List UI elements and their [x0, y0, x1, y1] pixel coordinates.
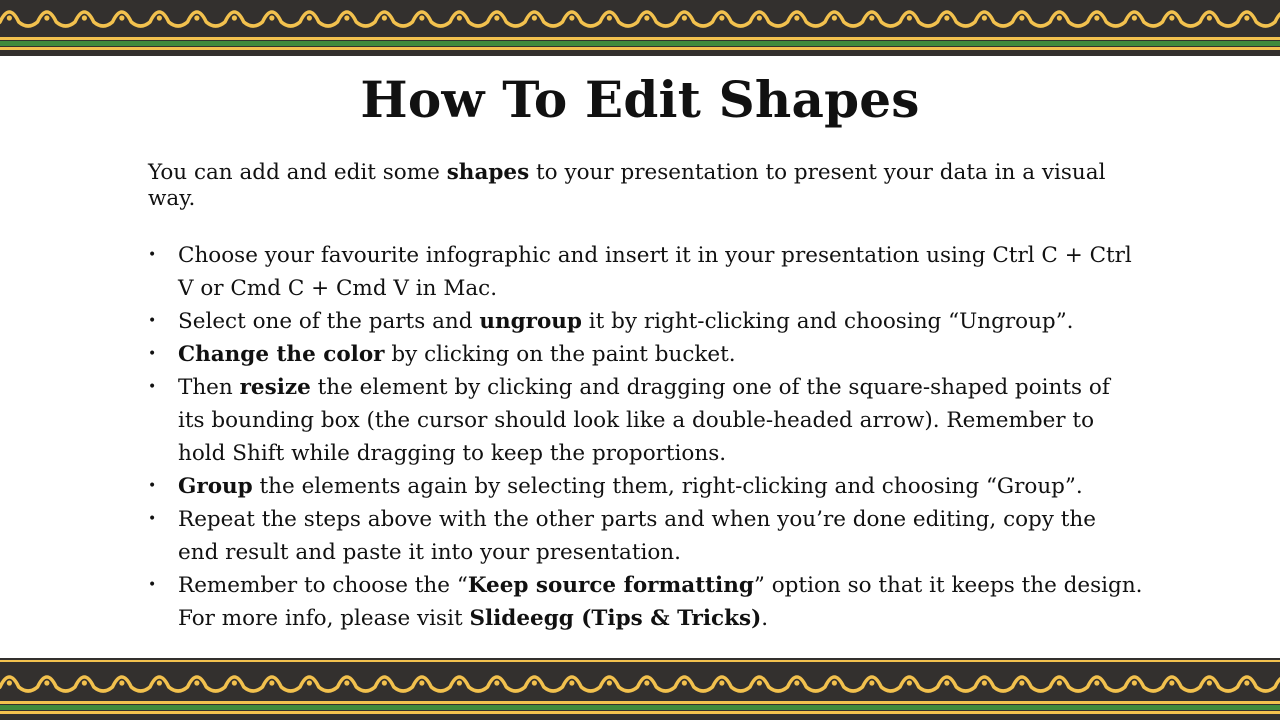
bullet-dot: • [148, 313, 157, 329]
pattern-dot [757, 680, 762, 685]
intro-paragraph [148, 160, 1138, 212]
pattern-dot [794, 680, 799, 685]
pattern-dot [1057, 680, 1062, 685]
pattern-dot [907, 15, 912, 20]
list-item-text: Choose your favourite infographic and insert it in your presentation using Ctrl C + Ctrl V or Cmd C + Cmd V in Mac. [178, 243, 1132, 301]
pattern-dot [157, 680, 162, 685]
pattern-dot [382, 680, 387, 685]
list-item-text: the elements again by selecting them, right-clicking and choosing “Group”. [252, 474, 1083, 499]
pattern-dot [344, 680, 349, 685]
pattern-dot [1207, 680, 1212, 685]
pattern-dot [7, 680, 12, 685]
pattern-dot [232, 680, 237, 685]
intro-text: You can add and edit some [148, 160, 447, 185]
pattern-dot [944, 680, 949, 685]
pattern-dot [1132, 680, 1137, 685]
bold-group: Group [178, 474, 253, 499]
pattern-dot [907, 680, 912, 685]
bullet-dot: • [148, 379, 157, 395]
bullet-dot: • [148, 577, 157, 593]
pattern-dot [194, 15, 199, 20]
pattern-dot [307, 680, 312, 685]
pattern-dot [869, 680, 874, 685]
bold-change-the-color: Change the color [178, 342, 385, 367]
pattern-dot [1244, 680, 1249, 685]
list-item-text: Then [178, 375, 240, 400]
pattern-dot [682, 680, 687, 685]
pattern-dot [82, 680, 87, 685]
list-item [148, 305, 1143, 338]
pattern-dot [157, 15, 162, 20]
bullet-dot: • [148, 346, 157, 362]
pattern-dot [269, 15, 274, 20]
pattern-dot [719, 680, 724, 685]
pattern-dot [794, 15, 799, 20]
pattern-dot [832, 680, 837, 685]
bold-ungroup: ungroup [479, 309, 582, 334]
pattern-dot [944, 15, 949, 20]
instruction-list [148, 239, 1143, 635]
bullet-dot: • [148, 511, 157, 527]
pattern-dot [44, 680, 49, 685]
pattern-dot [1057, 15, 1062, 20]
bold-keep-source-formatting: Keep source formatting [467, 573, 754, 598]
list-item [148, 239, 1143, 305]
pattern-dot [607, 680, 612, 685]
bottom-decorative-border [0, 658, 1280, 720]
list-item [148, 470, 1143, 503]
slideegg-link[interactable]: Slideegg (Tips & Tricks) [469, 606, 762, 631]
pattern-dot [344, 15, 349, 20]
list-item [148, 371, 1143, 470]
list-item-text: it by right-clicking and choosing “Ungroup”. [581, 309, 1074, 334]
pattern-dot [1094, 680, 1099, 685]
list-item-text: ” option so that it keeps the design. For more info, please visit [178, 573, 1143, 631]
pattern-dot [1244, 15, 1249, 20]
pattern-dot [7, 15, 12, 20]
pattern-dot [457, 15, 462, 20]
pattern-dot [757, 15, 762, 20]
pattern-dot [494, 15, 499, 20]
pattern-dot [44, 15, 49, 20]
pattern-dot [532, 680, 537, 685]
slide-title: How To Edit Shapes [360, 70, 920, 129]
pattern-dot [232, 15, 237, 20]
pattern-dot [569, 680, 574, 685]
pattern-dot [1019, 15, 1024, 20]
pattern-dot [419, 680, 424, 685]
list-item-text: the element by clicking and dragging one of the square-shaped points of its bounding box (the cursor should look like a double-headed arrow). Remember to hold Shift while dragging to keep the proportions. [178, 375, 1110, 466]
pattern-dot [1169, 15, 1174, 20]
list-item [148, 569, 1143, 635]
pattern-dot [719, 15, 724, 20]
list-item-text: by clicking on the paint bucket. [384, 342, 736, 367]
pattern-dot [644, 680, 649, 685]
pattern-dot [419, 15, 424, 20]
bullet-dot: • [148, 478, 157, 494]
pattern-dot [607, 15, 612, 20]
bold-resize: resize [239, 375, 311, 400]
pattern-dot [494, 680, 499, 685]
pattern-dot [982, 15, 987, 20]
list-item [148, 338, 1143, 371]
pattern-dot [307, 15, 312, 20]
list-item-text: . [761, 606, 769, 631]
pattern-dot [682, 15, 687, 20]
pattern-dot [119, 680, 124, 685]
list-item [148, 503, 1143, 569]
pattern-dot [119, 15, 124, 20]
pattern-dot [832, 15, 837, 20]
pattern-dot [1207, 15, 1212, 20]
bullet-dot: • [148, 247, 157, 263]
pattern-dot [82, 15, 87, 20]
list-item-text: Remember to choose the “ [178, 573, 468, 598]
intro-bold-shapes: shapes [446, 160, 530, 185]
pattern-dot [1019, 680, 1024, 685]
pattern-dot [644, 15, 649, 20]
pattern-dot [1094, 15, 1099, 20]
pattern-dot [382, 15, 387, 20]
pattern-dot [457, 680, 462, 685]
pattern-dot [532, 15, 537, 20]
top-decorative-border [0, 0, 1280, 56]
intro-text-end: to your presentation to present your data in a visual way. [148, 160, 1106, 211]
pattern-dot [869, 15, 874, 20]
pattern-dot [1169, 680, 1174, 685]
list-item-text: Select one of the parts and [178, 309, 480, 334]
pattern-dot [194, 680, 199, 685]
list-item-text: Repeat the steps above with the other parts and when you’re done editing, copy the end result and paste it into your presentation. [178, 507, 1097, 565]
pattern-dot [269, 680, 274, 685]
pattern-dot [982, 680, 987, 685]
pattern-dot [1132, 15, 1137, 20]
pattern-dot [569, 15, 574, 20]
